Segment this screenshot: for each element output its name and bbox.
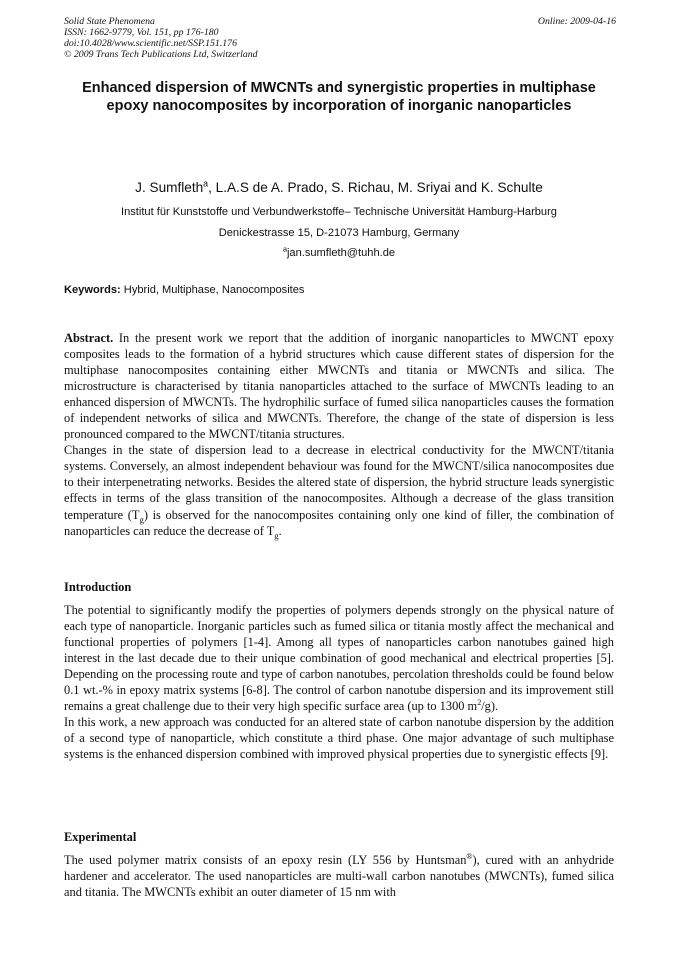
corresponding-email — [40, 246, 638, 260]
intro-text-1a: The potential to significantly modify the properties of polymers depends strongly on the physical nature of each type of nanoparticle. Inorganic particles such as fumed silica or titania mostly affect the mechanical and functional properties of polymers [1-4]. Among all types of nanoparticles carbon nanotubes gained high interest in the last decade due to their unique combination of good mechanical and electrical properties [5]. Depending on the processing route and type of carbon nanotubes, percolation thresholds could be found below 0.1 wt.-% in epoxy matrix systems [6-8]. The control of carbon nanotube dispersion and its improvement still remains a great challenge due to their very high specific surface area (up to 1300 m — [64, 603, 614, 714]
other-authors: , L.A.S de A. Prado, S. Richau, M. Sriyai and K. Schulte — [208, 180, 543, 195]
affiliation-address: Denickestrasse 15, D-21073 Hamburg, Germany — [218, 227, 460, 239]
experimental-body — [64, 852, 614, 900]
introduction-paragraph-2: In this work, a new approach was conducted for an altered state of carbon nanotube dispersion by the addition of a second type of nanoparticle, which constitute a third phase. One major advantage of such multiphase systems is the enhanced dispersion combined with improved physical properties due to synergistic effects [9]. — [64, 715, 614, 762]
keywords — [64, 283, 616, 297]
exp-text-1a: The used polymer matrix consists of an epoxy resin (LY 556 by Huntsman — [64, 853, 467, 867]
issn-line: ISSN: 1662-9779, Vol. 151, pp 176-180 — [64, 27, 219, 38]
exp-text-1b: ), cured with an anhydride hardener and accelerator. The used nanoparticles are multi-wall carbon nanotubes (MWCNTs), fumed silica and titania. The MWCNTs exhibit an outer diameter of 15 nm with — [64, 853, 614, 900]
author-list — [40, 180, 638, 196]
first-author: J. Sumfleth — [135, 180, 204, 195]
introduction-body — [64, 602, 614, 762]
experimental-paragraph-1 — [64, 852, 614, 900]
registered-mark: ® — [466, 851, 473, 861]
author-affiliation-mark: a — [203, 178, 209, 189]
paper-title: Enhanced dispersion of MWCNTs and synergistic properties in multiphase epoxy nanocomposites by incorporation of inorganic nanoparticles — [82, 80, 596, 114]
journal-name: Solid State Phenomena — [64, 16, 155, 27]
copyright-line: © 2009 Trans Tech Publications Ltd, Switzerland — [64, 49, 258, 60]
introduction-heading: Introduction — [64, 580, 132, 594]
abstract-text-2c: . — [278, 523, 282, 538]
online-date: Online: 2009-04-16 — [537, 16, 616, 27]
unit-superscript: 2 — [477, 698, 482, 708]
introduction-paragraph-1 — [64, 602, 614, 714]
abstract — [64, 330, 614, 539]
affiliation-institute: Institut für Kunststoffe und Verbundwerkstoffe– Technische Universität Hamburg-Harburg — [121, 206, 557, 218]
journal-header — [64, 16, 616, 60]
abstract-paragraph-1 — [64, 330, 614, 442]
abstract-text-1: In the present work we report that the addition of inorganic nanoparticles to MWCNT epoxy composites leads to the formation of a hybrid structures which cause different states of dispersion for the multiphase nanocomposites containing either MWCNTs and titania or MWCNTs and silica. The microstructure is characterised by titania nanoparticles attached to the surface of MWCNTs leading to an enhanced dispersion of MWCNTs. The hydrophilic surface of fumed silica nanoparticles causes the formation of independent networks of silica and MWCNTs. Therefore, the change of the state of dispersion is less pronounced compared to the MWCNT/titania structures. — [64, 331, 614, 442]
abstract-text-2b: ) is observed for the nanocomposites containing only one kind of filler, the combination of nanoparticles can reduce the decrease of T — [64, 507, 614, 538]
email-address[interactable]: jan.sumfleth@tuhh.de — [286, 247, 396, 259]
tg-subscript: g — [139, 513, 144, 524]
keywords-label: Keywords: — [64, 284, 121, 296]
tg-subscript: g — [274, 530, 279, 541]
abstract-paragraph-2 — [64, 442, 614, 541]
experimental-heading: Experimental — [64, 830, 137, 844]
abstract-label: Abstract. — [64, 331, 114, 345]
abstract-text-2a: Changes in the state of dispersion lead to a decrease in electrical conductivity for the MWCNT/titania systems. Conversely, an almost independent behaviour was found for the MWCNT/silica nanocomposites due to their interpenetrating networks. Besides the altered state of dispersion, the hybrid structure leads synergistic effects in terms of the glass transition of the nanocomposites. Although a decrease of the glass transition temperature (T — [64, 443, 614, 522]
keywords-text: Hybrid, Multiphase, Nanocomposites — [120, 284, 305, 296]
doi-line[interactable]: doi:10.4028/www.scientific.net/SSP.151.176 — [64, 38, 237, 49]
intro-text-1b: /g). — [481, 699, 499, 714]
email-mark: a — [282, 244, 287, 254]
